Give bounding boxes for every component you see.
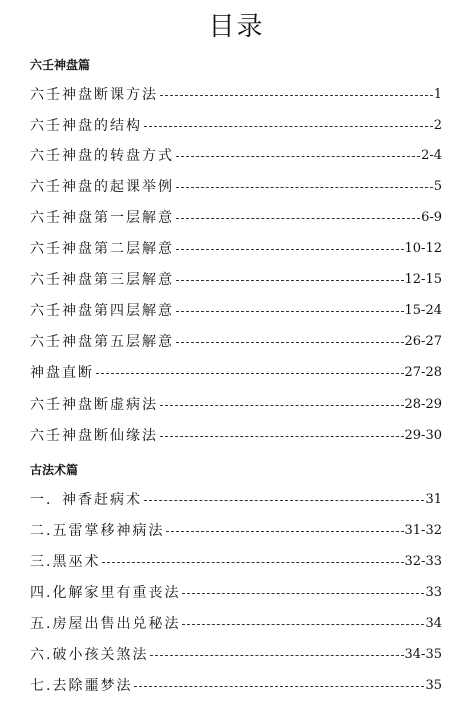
toc-entry-label: 三.黑巫术 [30,554,101,570]
toc-entry[interactable] [30,116,442,136]
toc-entry[interactable] [30,146,442,166]
toc-entry-label: 六壬神盘第五层解意 [30,334,174,350]
toc-entry-label: 六壬神盘第三层解意 [30,272,174,288]
toc-entry-label: 六壬神盘断仙缘法 [30,428,158,444]
toc-entry-pages: 5 [433,179,442,194]
page-title: 目录 [208,12,265,42]
toc-entry-label: 六壬神盘第一层解意 [30,210,174,226]
toc-entry-label: 六壬神盘第四层解意 [30,303,174,319]
toc-entry[interactable] [30,614,442,634]
toc-entry-label: 五.房屋出售出兑秘法 [30,616,181,632]
toc-entry-label: 四.化解家里有重丧法 [30,585,181,601]
dot-leader [134,686,424,687]
toc-entry-pages: 12-15 [404,272,442,287]
toc-entry-label: 二.五雷掌移神病法 [30,523,165,539]
toc-entry[interactable] [30,552,442,572]
toc-entry-label: 六壬神盘的结构 [30,118,142,134]
dot-leader [176,249,404,250]
toc-entry[interactable] [30,332,442,352]
dot-leader [96,373,404,374]
toc-entry-pages: 2 [433,118,442,133]
toc-entry[interactable] [30,521,442,541]
dot-leader [160,436,404,437]
dot-leader [182,624,424,625]
toc-entry-label: 六.破小孩关煞法 [30,647,149,663]
toc-entry-pages: 10-12 [404,241,442,256]
toc-entry[interactable] [30,270,442,290]
toc-entry-pages: 28-29 [404,397,442,412]
dot-leader [176,311,404,312]
toc-entry[interactable] [30,85,442,105]
toc-entry-pages: 27-28 [404,365,442,380]
toc-entry-pages: 31 [425,492,442,507]
dot-leader [150,655,403,656]
section-heading-liuren: 六壬神盘篇 [30,58,91,72]
toc-entry-label: 神盘直断 [30,365,94,381]
dot-leader [102,562,403,563]
dot-leader [176,342,404,343]
toc-entry-label: 一．神香赶病术 [30,492,142,508]
toc-entry[interactable] [30,301,442,321]
toc-entry-label: 六壬神盘的转盘方式 [30,148,174,164]
dot-leader [176,156,420,157]
toc-entry-pages: 2-4 [421,148,442,163]
toc-entry-pages: 29-30 [404,428,442,443]
toc-entry[interactable] [30,395,442,415]
toc-entry-pages: 1 [433,87,442,102]
toc-entry-pages: 15-24 [404,303,442,318]
toc-entry-pages: 35 [425,678,442,693]
dot-leader [144,500,424,501]
toc-entry-label: 六壬神盘断课方法 [30,87,158,103]
toc-entry[interactable] [30,177,442,197]
section-heading-gufashu: 古法术篇 [30,463,79,477]
toc-entry-pages: 6-9 [421,210,442,225]
toc-entry-pages: 31-32 [404,523,442,538]
toc-entry-pages: 34 [425,616,442,631]
dot-leader [160,405,404,406]
toc-entry-label: 六壬神盘第二层解意 [30,241,174,257]
dot-leader [144,126,433,127]
dot-leader [176,218,420,219]
toc-entry[interactable] [30,208,442,228]
toc-entry[interactable] [30,426,442,446]
toc-entry-pages: 34-35 [404,647,442,662]
toc-entry-label: 六壬神盘断虚病法 [30,397,158,413]
toc-entry-pages: 26-27 [404,334,442,349]
toc-entry-label: 六壬神盘的起课举例 [30,179,174,195]
toc-entry[interactable] [30,490,442,510]
dot-leader [176,280,404,281]
toc-entry[interactable] [30,363,442,383]
toc-entry[interactable] [30,239,442,259]
dot-leader [182,593,424,594]
dot-leader [166,531,403,532]
toc-entry-pages: 33 [425,585,442,600]
toc-entry[interactable] [30,583,442,603]
dot-leader [160,95,433,96]
toc-entry-pages: 32-33 [404,554,442,569]
toc-entry-label: 七.去除噩梦法 [30,678,133,694]
dot-leader [176,187,433,188]
toc-entry[interactable] [30,645,442,665]
toc-entry[interactable] [30,676,442,696]
